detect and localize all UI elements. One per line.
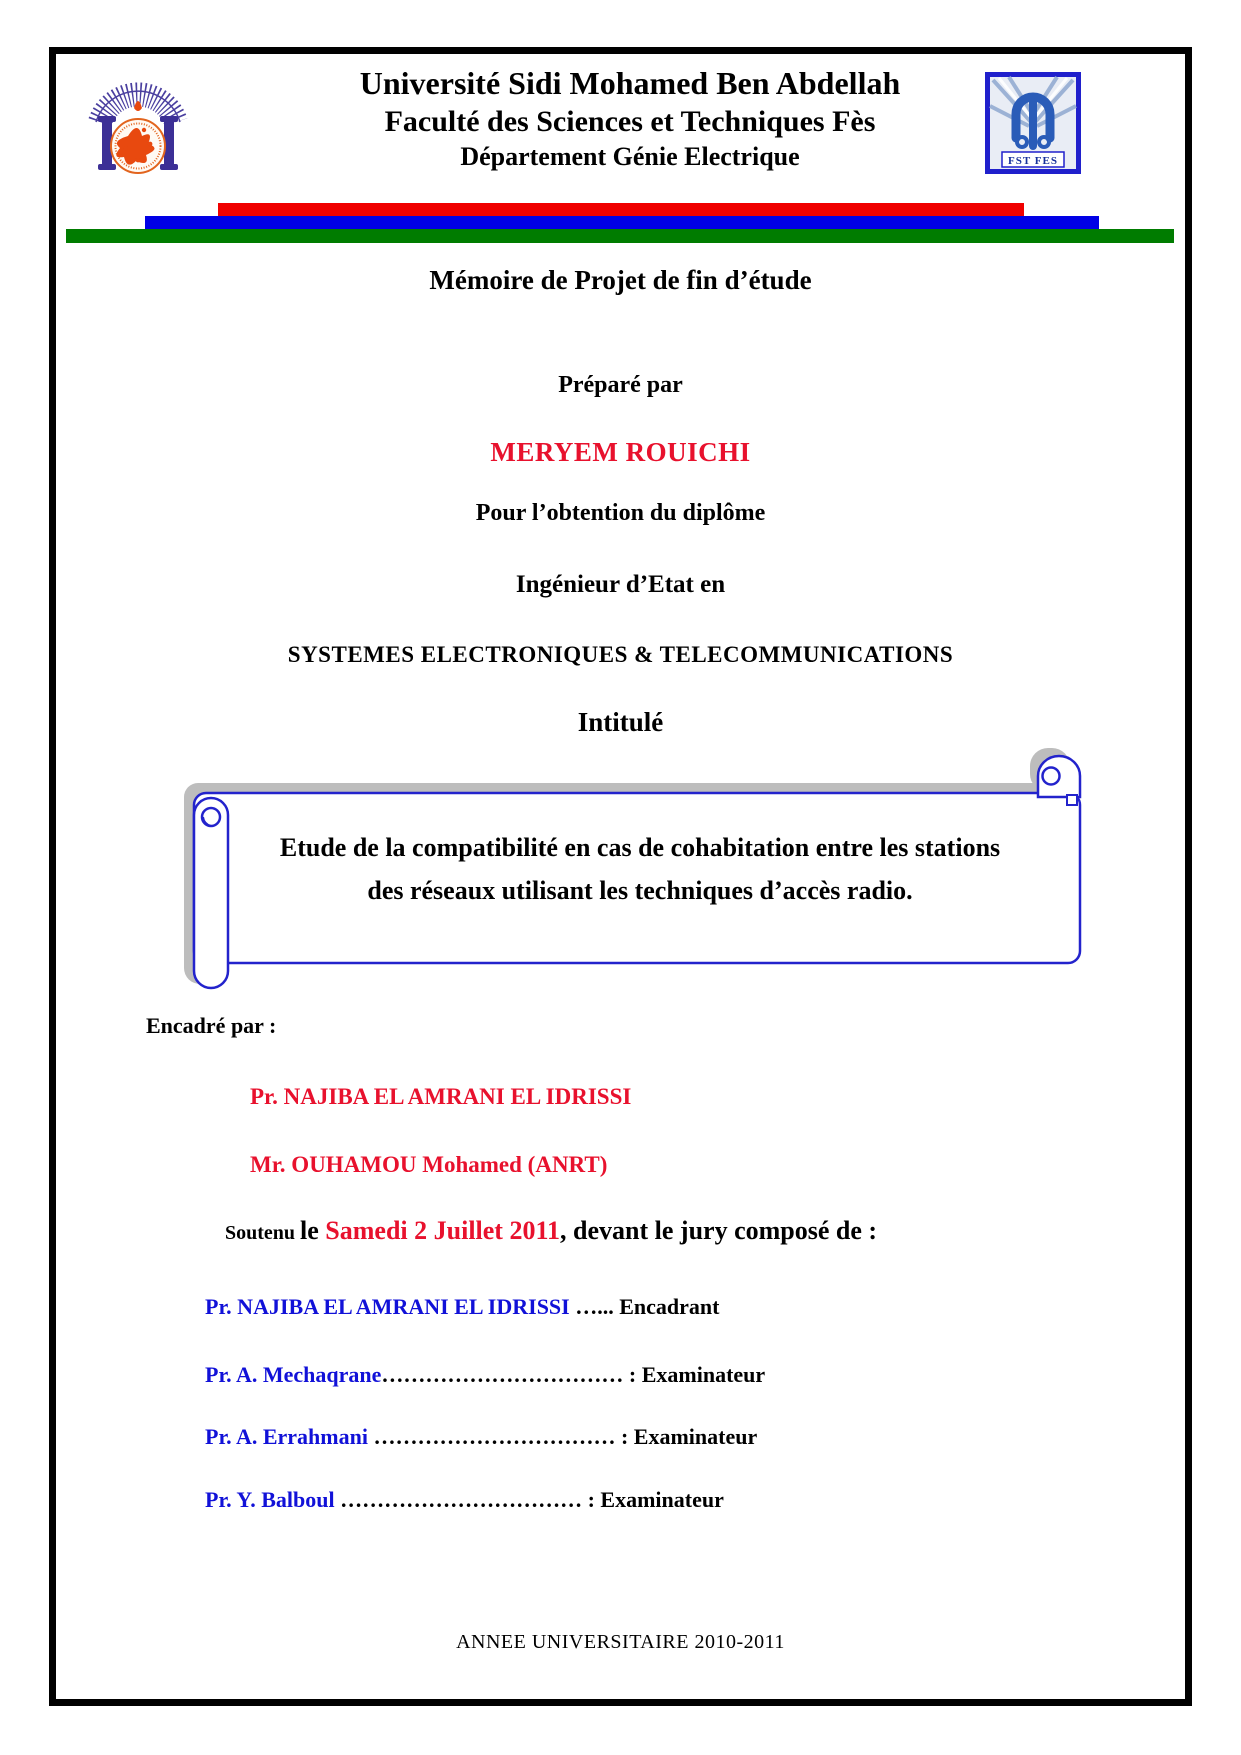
jury-member-role: : Examinateur [582,1487,724,1512]
university-name: Université Sidi Mohamed Ben Abdellah [359,65,901,101]
degree-label: Ingénieur d’Etat en [515,571,726,598]
speciality-label: SYSTEMES ELECTRONIQUES & TELECOMMUNICATIONS [287,642,954,667]
thesis-title [230,826,1050,912]
jury-member-name: Pr. A. Mechaqrane [205,1362,382,1387]
jury-member-name: Pr. NAJIBA EL AMRANI EL IDRISSI [205,1294,570,1319]
jury-dots: …………………………… [340,1487,583,1512]
supervisor-1: Pr. NAJIBA EL AMRANI EL IDRISSI [250,1084,632,1109]
fst-fes-label: FST FES [1008,155,1058,167]
defense-le: le [300,1216,326,1245]
faculty-name: Faculté des Sciences et Techniques Fès [384,105,876,138]
blue-bar [145,216,1099,230]
fst-fes-logo [985,72,1081,174]
document-type-title: Mémoire de Projet de fin d’étude [429,265,812,295]
defense-date: Samedi 2 Juillet 2011 [325,1216,561,1245]
jury-row [205,1424,1155,1450]
author-name: MERYEM ROUICHI [490,437,751,467]
jury-member-role: Encadrant [619,1294,720,1319]
defense-suffix: , devant le jury composé de : [560,1216,878,1245]
defense-line [225,1216,1125,1246]
jury-row [205,1487,1155,1513]
jury-dots: …………………………… [373,1424,616,1449]
jury-member-name: Pr. Y. Balboul [205,1487,341,1512]
jury-member-name: Pr. A. Errahmani [205,1424,374,1449]
supervisor-2: Mr. OUHAMOU Mohamed (ANRT) [250,1152,608,1177]
defense-prefix: Soutenu [225,1222,301,1244]
department-name: Département Génie Electrique [460,142,800,171]
jury-dots: …………………………… [381,1362,624,1387]
green-bar [66,229,1174,243]
jury-row [205,1362,1155,1388]
prepared-by-label: Préparé par [558,372,683,398]
jury-row [205,1294,1155,1320]
header-text-block [200,0,1060,180]
thesis-title-line1: Etude de la compatibilité en cas de cohabitation entre les stations [279,833,1001,862]
jury-member-role: : Examinateur [623,1362,766,1387]
supervised-by-label: Encadré par : [146,1013,277,1038]
red-bar [218,203,1024,217]
academic-year-footer: ANNEE UNIVERSITAIRE 2010-2011 [456,1631,785,1653]
jury-dots: …... [569,1294,620,1319]
jury-member-role: : Examinateur [615,1424,758,1449]
university-emblem-logo [86,64,190,190]
title-section-label: Intitulé [577,707,664,737]
diploma-label: Pour l’obtention du diplôme [475,500,766,526]
thesis-title-line2: des réseaux utilisant les techniques d’accès radio. [367,876,913,905]
